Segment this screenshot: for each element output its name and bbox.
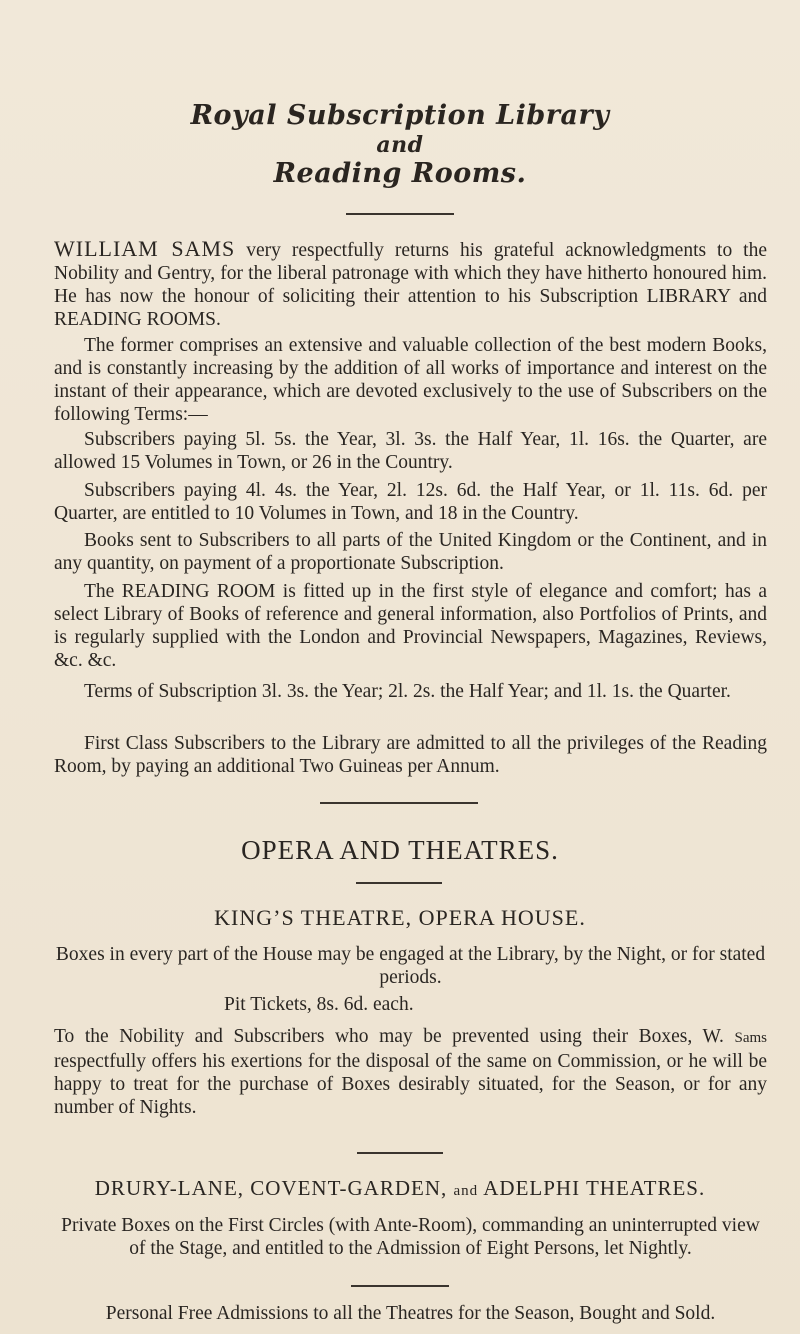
section-title-opera: OPERA AND THEATRES. bbox=[241, 835, 559, 865]
reading-room bbox=[54, 580, 767, 672]
masthead bbox=[0, 100, 800, 190]
books-sent bbox=[54, 529, 767, 575]
drury-title-and: and bbox=[453, 1183, 479, 1199]
divider bbox=[320, 802, 478, 804]
first-class-text: First Class Subscribers to the Library are admitted to all the privileges of the Reading Room, by paying an additional Two Guineas per Annum. bbox=[54, 733, 767, 777]
pit-tickets: Pit Tickets, 8s. 6d. each. bbox=[224, 994, 414, 1015]
boxes-text: Boxes in every part of the House may be engaged at the Library, by the Night, or for stated periods. bbox=[55, 944, 766, 988]
books-sent-text: Books sent to Subscribers to all parts of the United Kingdom or the Continent, and in any quantity, on payment of a proportionate Subscription. bbox=[54, 530, 767, 574]
terms-second-text: Subscribers paying 4l. 4s. the Year, 2l. 12s. 6d. the Half Year, or 1l. 11s. 6d. per Quarter, are entitled to 10 Volumes in Town, and 18 in the Country. bbox=[54, 480, 767, 524]
terms-first-text: Subscribers paying 5l. 5s. the Year, 3l. 3s. the Half Year, 1l. 16s. the Quarter, are allowed 15 Volumes in Town, or 26 in the Country. bbox=[54, 429, 767, 473]
nobility-notice-pre: To the Nobility and Subscribers who may be prevented using their Boxes, W. bbox=[54, 1026, 735, 1047]
library-collection bbox=[54, 334, 767, 426]
terms-second bbox=[54, 479, 767, 525]
divider bbox=[346, 213, 454, 215]
divider bbox=[357, 1152, 443, 1154]
private-boxes: Private Boxes on the First Circles (with Ante-Room), commanding an uninterrupted view of the Stage, and entitled to the Admission of Eight Persons, let Nightly. bbox=[61, 1215, 760, 1259]
first-class bbox=[54, 732, 767, 778]
drury-lane-title bbox=[0, 1176, 800, 1201]
nobility-notice bbox=[54, 1025, 767, 1119]
masthead-line-3: Reading Rooms. bbox=[273, 158, 527, 189]
divider bbox=[356, 882, 442, 884]
reading-room-text: The READING ROOM is fitted up in the first style of elegance and comfort; has a select Library of Books of reference and general information, also Portfolios of Prints, and is regularly supplied with the London and Provincial Newspapers, Magazines, Reviews, &c. &c. bbox=[54, 581, 767, 671]
library-collection-text: The former comprises an extensive and valuable collection of the best modern Books, and is constantly increasing by the addition of all works of importance and interest on the instant of their appearance, which are devoted exclusively to the use of Subscribers on the following Terms:— bbox=[54, 335, 767, 425]
reading-terms-text: Terms of Subscription 3l. 3s. the Year; 2l. 2s. the Half Year; and 1l. 1s. the Quarter. bbox=[84, 681, 731, 702]
reading-terms bbox=[54, 680, 767, 703]
proprietor-surname: Sams bbox=[734, 1030, 767, 1046]
library-intro-text: very respectfully returns his grateful acknowledgments to the Nobility and Gentry, for the liberal patronage with which they have hitherto honoured him. He has now the honour of soliciting their attention to his Subscription LIBRARY and READING ROOMS. bbox=[54, 240, 768, 330]
masthead-line-1: Royal Subscription Library bbox=[190, 100, 610, 131]
drury-title-part-b: ADELPHI THEATRES. bbox=[478, 1176, 706, 1200]
nobility-notice-post: respectfully offers his exertions for the disposal of the same on Commission, or he will be happy to treat for the purchase of Boxes desirably situated, for the Season, or for any number of Nights. bbox=[54, 1051, 767, 1118]
divider bbox=[351, 1285, 449, 1287]
proprietor-name: WILLIAM SAMS bbox=[54, 236, 236, 261]
masthead-and: and bbox=[376, 132, 424, 158]
drury-title-part-a: DRURY-LANE, COVENT-GARDEN, bbox=[94, 1176, 454, 1200]
kings-theatre-title: KING’S THEATRE, OPERA HOUSE. bbox=[214, 905, 586, 930]
terms-first bbox=[54, 428, 767, 474]
personal-admissions: Personal Free Admissions to all the Theatres for the Season, Bought and Sold. bbox=[105, 1303, 716, 1324]
library-intro bbox=[54, 237, 767, 331]
